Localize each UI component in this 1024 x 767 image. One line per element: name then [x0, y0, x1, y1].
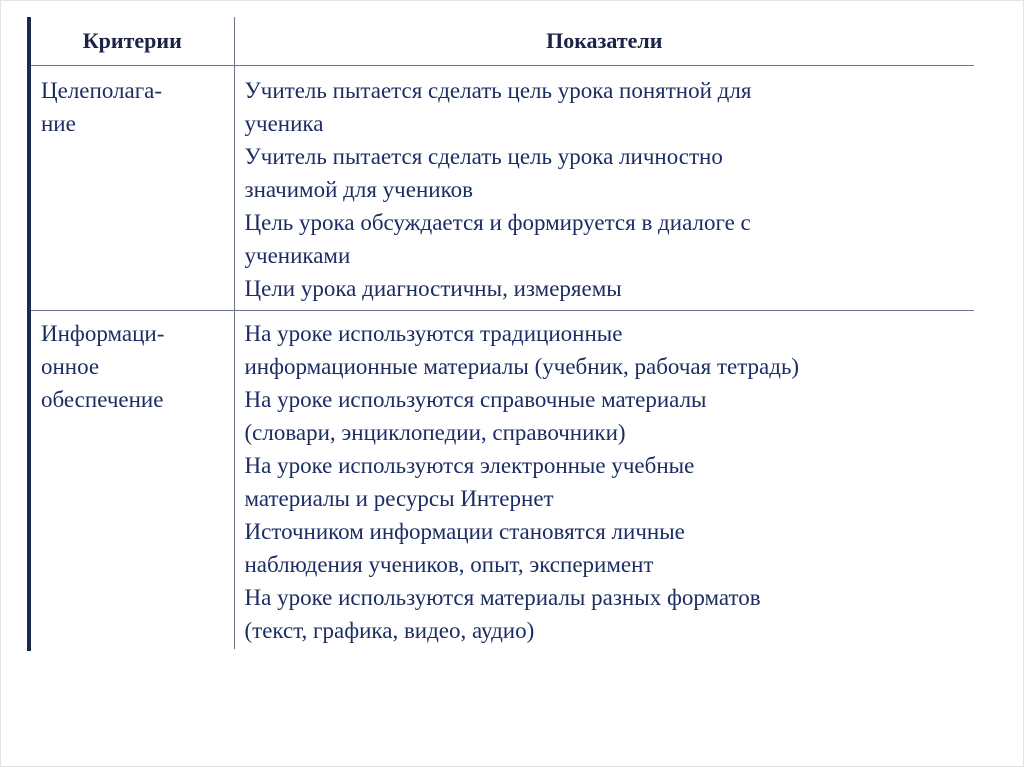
indicators-cell [234, 311, 974, 649]
criterion-cell [31, 66, 234, 311]
criterion-cell [31, 311, 234, 649]
table-row [31, 311, 974, 649]
indicator-text: Цели урока диагностичны, измеряемы [244, 276, 622, 301]
indicator-text: информационные материалы (учебник, рабочая тетрадь) [244, 354, 800, 379]
criterion-text: Информаци- [41, 321, 165, 346]
table-row [31, 66, 974, 311]
indicator-text: На уроке используются справочные материалы [244, 387, 707, 412]
indicator-text: Цель урока обсуждается и формируется в диалоге с [244, 210, 751, 235]
indicator-text: (текст, графика, видео, аудио) [244, 618, 535, 643]
indicator-text: (словари, энциклопедии, справочники) [244, 420, 626, 445]
indicator-text: Учитель пытается сделать цель урока личностно [244, 144, 723, 169]
indicator-text: материалы и ресурсы Интернет [244, 486, 554, 511]
indicator-text: наблюдения учеников, опыт, эксперимент [244, 552, 654, 577]
indicator-text: значимой для учеников [244, 177, 473, 202]
indicator-text: На уроке используются традиционные [244, 321, 623, 346]
criterion-text: обеспечение [41, 387, 164, 412]
table-header-row [31, 17, 974, 66]
indicator-text: На уроке используются электронные учебные [244, 453, 695, 478]
indicator-text: ученика [244, 111, 324, 136]
column-header-indicators: Показатели [234, 17, 974, 66]
column-header-criteria: Критерии [31, 17, 234, 66]
indicator-text: На уроке используются материалы разных форматов [244, 585, 761, 610]
criteria-table-container [31, 17, 974, 649]
indicator-text: Учитель пытается сделать цель урока понятной для [244, 78, 752, 103]
criterion-text: Целеполага- [41, 78, 162, 103]
criteria-table [31, 17, 974, 649]
indicators-cell [234, 66, 974, 311]
indicator-text: Источником информации становятся личные [244, 519, 685, 544]
indicator-text: учениками [244, 243, 351, 268]
criterion-text: онное [41, 354, 100, 379]
criterion-text: ние [41, 111, 76, 136]
